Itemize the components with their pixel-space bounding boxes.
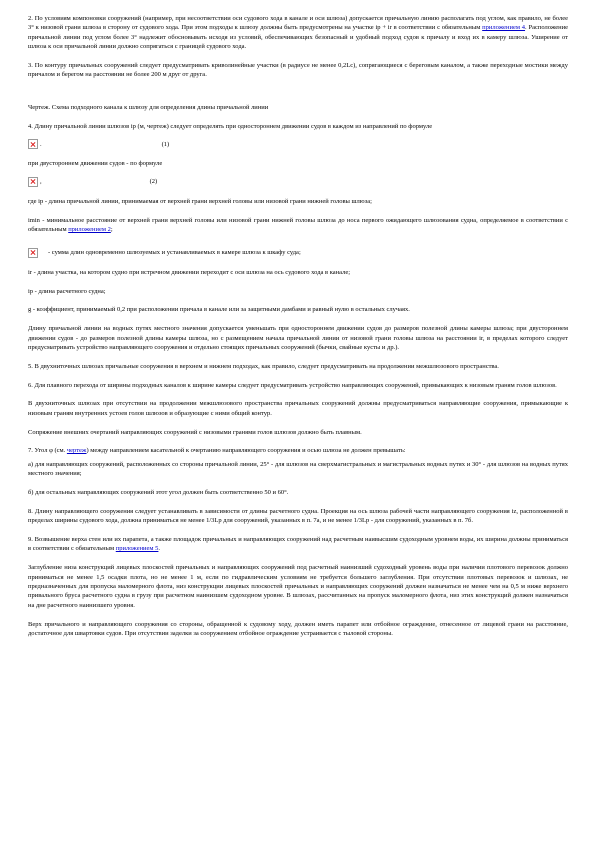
definition-g: g - коэффициент, принимаемый 0,2 при расположении причала в канале или за защитными дамбами и равный нулю в остальных случаях. bbox=[28, 306, 410, 314]
broken-image-icon bbox=[28, 177, 38, 187]
paragraph-7b: б) для остальных направляющих сооружений этот угол должен быть соответственно 50 и 60°. bbox=[28, 489, 289, 497]
definition-ip: где ip - длина причальной линии, принимаемая от верхней грани верхней головы или низовой грани нижней головы шлюза; bbox=[28, 197, 372, 205]
appendix-5-link[interactable]: приложением 5 bbox=[115, 545, 159, 553]
definition-sum bbox=[28, 244, 568, 262]
text-line: вход их в камеру шлюза. Уширение от шлюза к оси причальной линии должно сопрягаться с границей судового хода. bbox=[28, 33, 568, 51]
formula-inline: ip + ir bbox=[375, 24, 392, 32]
paragraph-reduce: Длину причальной линии на водных путях местного значения допускается уменьшать при одностороннем движении судов до размеров полезной длины камеры шлюза; при двустороннем движении судов - до размеров полезной длины камеры шлюза, но с размещением начала причальной линии от низовой грани головы шлюза на расстоянии ir, в пределах которого следует предусматривать устройство направляющего сооружения и отдельно стоящих причальных сооружений (бычки, свайные кусты и др.). bbox=[28, 325, 568, 352]
paragraph-last: Верх причального и направляющего сооружения со стороны, обращенной к судовому ходу, должен иметь парапет или отбойное ограждение, отнесенное от лицевой грани на расстояние, достаточное для швартовки судов. При отсутствии заделки за сооружением отбойное ограждение устраивается с тыловой стороны. bbox=[28, 620, 568, 638]
paragraph-8: 8. Длину направляющего сооружения следует устанавливать в зависимости от длины расчетного судна. Проекция на ось шлюза рабочей части направляющего сооружения iz, расположенной в пределах ширины судового хода, должна приниматься не менее 1/3Lр для сооружений, указанных в п. 7а, и не менее 1/3Lр - для сооружений, указанных в п. 7б. bbox=[28, 507, 568, 525]
two-way-text: при двустороннем движении судов - по формуле bbox=[28, 160, 163, 168]
text-line: imin - минимальное расстояние от верхней грани верхней головы или низовой грани нижней головы шлюза до носа первого ожидающего bbox=[28, 216, 422, 224]
paragraph-3: 3. По контуру причальных сооружений следует предусматривать криволинейные участки (в радиусе не менее 0,2Lс), сопрягающиеся с береговым каналом, а также переходные мостики между причалом и берегом на расстоянии не более 200 м друг от друга. bbox=[28, 62, 568, 79]
document-page bbox=[28, 14, 568, 648]
text-line: шлюзования судна, определяемое в соответствии с обязательным bbox=[28, 216, 569, 234]
paragraph-7 bbox=[28, 446, 568, 455]
text-line: причальную линию располагать под углом, как правило, не более 3° к низовой грани шлюза в сторону от судового хода. При этом подходы bbox=[28, 15, 569, 32]
text-line: ; bbox=[110, 226, 113, 234]
paragraph-deepening: Заглубление низа конструкций лицевых плоскостей причальных и направляющих сооружений под расчетный наинизший судоходный уровень воды при наличии плотового перевозок должно приниматься не менее 1,5 осадки плота, но не менее 1 м, если по гидравлическим условиям не требуется большего заглубления. При отсутствии плотовых перевозок и шлюзах, не предназначенных для пропуска маломерного флота, низ конструкции лицевых плоскостей причальных и направляющих сооружений должен назначаться не менее чем на 0,5 м ниже верхнего привального бруса расчетного судна в грузу при расчетном наинизшем судоходном уровне. В шлюзах, рассчитанных на пропуск маломерного флота, низ этих конструкций должен назначаться на дне расчетного наинизшего уровня. bbox=[28, 564, 568, 609]
definition-imin bbox=[28, 216, 568, 235]
definition-sum-text: - сумма длин одновременно шлюзуемых и устанавливаемых в камере шлюза к шкафу суда; bbox=[48, 249, 301, 257]
formula-1-number: (1) bbox=[161, 140, 170, 148]
formula-2: , (2) bbox=[28, 173, 568, 191]
text-line: к шлюзу должны быть предусмотрены на участке bbox=[234, 24, 376, 32]
formula-1: . (1) bbox=[28, 135, 568, 153]
paragraph-7a: а) для направляющих сооружений, расположенных со стороны причальной линии, 25° - для шлюзов на сверхмагистральных и магистральных водных путях и 30° - для шлюзов на водных путях местного значения; bbox=[28, 460, 568, 478]
drawing-link[interactable]: чертеж bbox=[66, 447, 87, 455]
definition-ip2: ip - длина расчетного судна; bbox=[28, 287, 106, 295]
appendix-4-link[interactable]: приложением 4 bbox=[482, 24, 526, 32]
text-line: 2. По условиям компоновки сооружений (например, при несоответствии оси судового хода в канале и оси шлюза) допускается bbox=[28, 15, 383, 22]
text-line: (см. bbox=[52, 447, 67, 455]
text-line: . Расположение причальной bbox=[28, 24, 568, 41]
definition-ir: ir - длина участка, на котором судно при встречном движении переходит с оси шлюза на ось судового хода в канале; bbox=[28, 268, 351, 276]
text-line: ) между направлением касательной к очертанию направляющего сооружения и осью шлюза не должен превышать: bbox=[86, 447, 406, 455]
paragraph-4: 4. Длину причальной линии шлюзов ip (м, чертеж) следует определять при одностороннем движении судов в каждом из направлений по формуле bbox=[28, 123, 433, 131]
figure-caption: Чертеж. Схема подходного канала к шлюзу для определения длины причальной линии bbox=[28, 104, 269, 112]
paragraph-6: 6. Для плавного перехода от ширины подходных каналов к ширине камеры следует предусматривать устройство направляющих сооружений, примыкающих к низовым граням голов шлюзов. bbox=[28, 381, 557, 389]
broken-image-icon bbox=[28, 248, 38, 258]
text-line: 7. Угол bbox=[28, 447, 50, 455]
broken-image-icon bbox=[28, 139, 38, 149]
angle-symbol: φ bbox=[49, 447, 53, 455]
text-line: . bbox=[158, 545, 161, 553]
formula-2-number: (2) bbox=[149, 178, 158, 186]
text-line: 9. Возвышение верха стен или их парапета, а также площадок причальных и направляющих сооружений над расчетным наивысшим судоходным уровнем воды, их ширина должны приниматься в соответствии с обязательным bbox=[28, 536, 568, 553]
appendix-2-link[interactable]: приложением 2 bbox=[68, 226, 111, 234]
paragraph-conjugation: Сопряжение внешних очертаний направляющих сооружений с низовыми гранями голов шлюзов должно быть плавным. bbox=[28, 428, 362, 436]
text-line: в соответствии с обязательным bbox=[391, 24, 483, 32]
paragraph-two-line: В двухниточных шлюзах при отсутствии на продолжении межшлюзового пространства причальных сооружений должны предусматриваться направляющие сооружения, примыкающие к низовым граням внутренних устоев голов шлюзов и образующие с ними общий контур. bbox=[28, 400, 568, 417]
paragraph-5: 5. В двухниточных шлюзах причальные сооружения в верхнем и нижнем подходах, как правило, следует предусматривать на продолжении межшлюзового пространства. bbox=[28, 362, 499, 370]
paragraph-9 bbox=[28, 535, 568, 554]
paragraph-2 bbox=[28, 14, 568, 52]
text-line: линии под углом более 3° надлежит обосновывать исходя из условий, обеспечивающих безопасный и удобный подход судов к причалу и bbox=[63, 33, 456, 41]
